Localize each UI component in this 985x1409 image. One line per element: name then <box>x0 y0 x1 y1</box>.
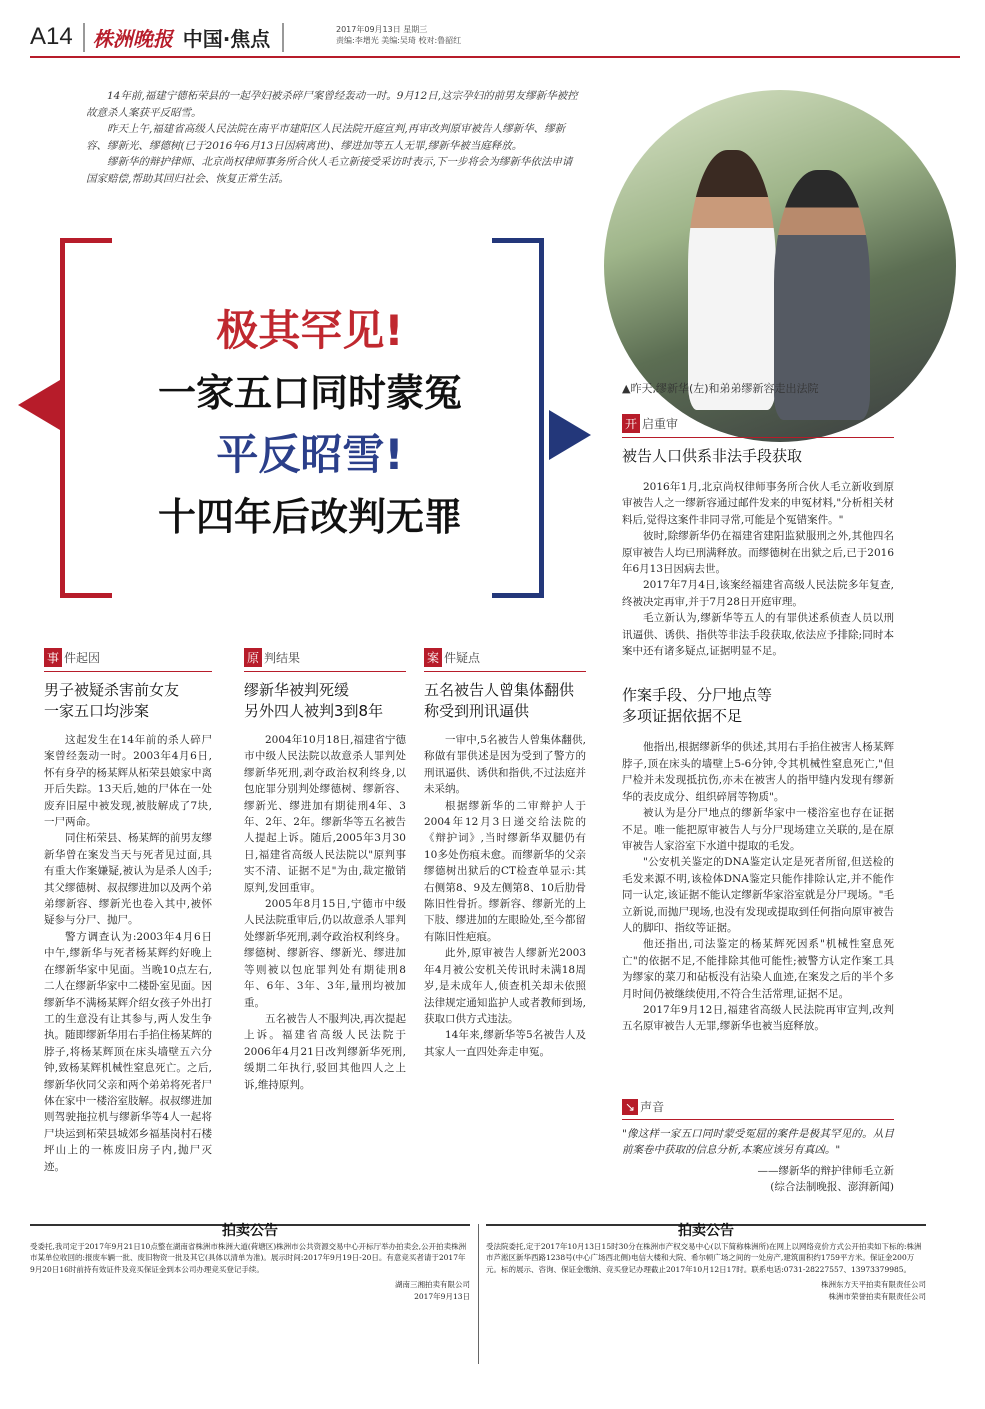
newspaper-logo: 株洲晚报 <box>83 23 173 52</box>
voice-source: (综合法制晚报、澎湃新闻) <box>770 1181 894 1194</box>
body-paragraph: "公安机关鉴定的DNA鉴定认定是死者所留,但送检的毛发来源不明,该检体DNA鉴定只能作排除认定,并不能作同一认定,该证据不能认定缪新华家浴室就是分尸现场。"毛立新说,而抛尸现场,也没有发现或提取到任何指向原审被告人的脚印、指纹等证据。 <box>622 856 894 934</box>
lead-paragraph <box>86 88 582 187</box>
blue-arrow-shape <box>549 410 591 460</box>
body-paragraph: 根据缪新华的二审辩护人于2004年12月3日递交给法院的《辩护词》,当时缪新华双腿仍有10多处伤痕未愈。而缪新华的父亲缪德树出狱后的CT检查单显示:其右侧第8、9及左侧第8、10后肋骨陈旧性骨折。缪新容、缪新光的上下肢、缪进加的左眼睑处,至今都留有陈旧性疤痕。 <box>424 799 586 943</box>
column-headline: 作案手段、分尸地点等 多项证据依据不足 <box>622 686 773 726</box>
column-headline: 被告人口供系非法手段获取 <box>622 447 803 465</box>
auction-text: 受法院委托,定于2017年10月13日15时30分在株洲市产权交易中心(以下简称株洲所)在网上以网络竞价方式公开拍卖如下标的:株洲市芦淞区新华西路1238号(中心广场西北侧)电信大楼和大院、希尔顿广场之间的一处房产,建筑面积约1759平方米。保证金200万元。标的展示、咨询、保证金缴纳、竞买登记办理截止2017年10月12日17时。联系电话:0731-28227557、13973379985。 <box>486 1241 922 1274</box>
body-paragraph: 警方调查认为:2003年4月6日中午,缪新华与死者杨某辉约好晚上在缪新华家中见面。当晚10点左右,二人在缪新华家中二楼卧室见面。因缪新华不满杨某辉介绍女孩子外出打工的生意没有让其参与,两人发生争执。随即缪新华用右手掐住杨某辉的脖子,将杨某辉顶在床头墙壁五六分钟,致杨某辉机械性窒息死亡。之后,缪新华伙同父亲和两个弟弟将死者尸体在家中一楼浴室肢解。叔叔缪进加则驾驶拖拉机与缪新华等4人一起将尸块运到柘荣县城郊乡福基岗村石楼坪山上的一栋废旧房子内,抛尸灭迹。 <box>44 930 212 1173</box>
auction-notice-1 <box>30 1224 470 1302</box>
red-arrow-shape <box>18 380 60 430</box>
headline-line3: 平反昭雪! <box>216 430 404 479</box>
voice-box <box>622 1098 894 1196</box>
article-column-1 <box>44 648 212 1175</box>
body-paragraph: 2016年1月,北京尚权律师事务所合伙人毛立新收到原审被告人之一缪新容通过邮件发来的申冤材料,"分析相关材料后,觉得这案件非同寻常,可能是个冤错案件。" <box>622 481 894 526</box>
section-title: 中国·焦点 <box>183 23 285 52</box>
section-tag: 案 件疑点 <box>424 648 586 667</box>
voice-quote: "像这样一家五口同时蒙受冤屈的案件是极其罕见的。从目前案卷中获取的信息分析,本案应该另有真凶。" <box>622 1128 894 1157</box>
masthead-meta <box>336 24 461 46</box>
header-rule <box>30 56 960 58</box>
lead-p1: 14年前,福建宁德柘荣县的一起孕妇被杀碎尸案曾经轰动一时。9月12日,这宗孕妇的前男友缪新华被控故意杀人案获平反昭雪。 <box>86 90 578 119</box>
section-tag: 开 启重审 <box>622 414 894 433</box>
body-paragraph: 同住柘荣县、杨某辉的前男友缪新华曾在案发当天与死者见过面,具有重大作案嫌疑,被认为是杀人凶手;其父缪德树、叔叔缪进加以及两个弟弟缪新容、缪新光也卷入其中,被怀疑参与分尸、抛尸。 <box>44 832 212 927</box>
article-column-2 <box>244 648 406 1093</box>
auction-title: 拍卖公告 <box>678 1223 734 1239</box>
body-paragraph: 2004年10月18日,福建省宁德市中级人民法院以故意杀人罪判处缪新华死刑,剥夺政治权利终身,以包庇罪分别判处缪德树、缪新容、缪新光、缪进加有期徒刑4年、3年、2年、2年。缪新华等五名被告人提起上诉。随后,2005年3月30日,福建省高级人民法院以"原判事实不清、证据不足"为由,裁定撤销原判,发回重审。 <box>244 734 406 894</box>
voice-attribution: ——缪新华的辩护律师毛立新 <box>757 1164 894 1177</box>
body-paragraph: 2005年8月15日,宁德市中级人民法院重审后,仍以故意杀人罪判处缪新华死刑,剥夺政治权利终身。缪德树、缪新容、缪新光、缪进加等则被以包庇罪判处有期徒刑8年、6年、3年、3年,量刑均被加重。 <box>244 898 406 1009</box>
masthead <box>30 20 284 54</box>
headline-line1: 极其罕见! <box>216 306 404 355</box>
body-paragraph: 2017年7月4日,该案经福建省高级人民法院多年复查,终被决定再审,并于7月28日开庭审理。 <box>622 579 894 608</box>
voice-tag: ↘ 声音 <box>622 1098 894 1115</box>
column-headline: 缪新华被判死缓 另外四人被判3到8年 <box>244 681 384 720</box>
column-headline: 五名被告人曾集体翻供 称受到刑讯逼供 <box>424 681 575 720</box>
photo-caption: ▲昨天,缪新华(左)和弟弟缪新容走出法院 <box>622 382 819 395</box>
auction-text: 受委托,我司定于2017年9月21日10点整在湖南省株洲市株洲大道(荷塘区)株洲市公共资源交易中心开标厅举办拍卖会,公开拍卖株洲市某单位收回的:报废车辆一批、废旧物资一批及其它(具体以清单为准)。展示时间:2017年9月19日-20日。有意竞买者请于2017年9月20日16时前持有效证件及竞买保证金到本公司办理竞买登记手续。 <box>30 1241 467 1274</box>
auction-title: 拍卖公告 <box>222 1223 278 1239</box>
auction-issuer: 株洲东方天平拍卖有限责任公司 株洲市荣誉拍卖有限责任公司 <box>821 1280 926 1301</box>
article-column-3 <box>424 648 586 1060</box>
column-headline: 男子被疑杀害前女友 一家五口均涉案 <box>44 681 180 720</box>
body-paragraph: 彼时,除缪新华仍在福建省建阳监狱服刑之外,其他四名原审被告人均已刑满释放。而缪德树在出狱之后,已于2016年6月13日因病去世。 <box>622 530 894 576</box>
body-paragraph: 一审中,5名被告人曾集体翻供,称做有罪供述是因为受到了警方的刑讯逼供、诱供和指供,不过法庭并未采纳。 <box>424 734 586 796</box>
issue-date: 2017年09月13日 星期三 <box>336 25 428 34</box>
main-headline <box>80 300 540 548</box>
body-paragraph: 此外,原审被告人缪新光2003年4月被公安机关传讯时未满18周岁,是未成年人,侦查机关却未依照法律规定通知监护人或者教师到场,获取口供方式违法。 <box>424 947 586 1025</box>
section-tag: 原 判结果 <box>244 648 406 667</box>
column-divider <box>478 1224 479 1364</box>
body-paragraph: 被认为是分尸地点的缪新华家中一楼浴室也存在证据不足。唯一能把原审被告人与分尸现场建立关联的,是在原审被告人家浴室下水道中提取的毛发。 <box>622 807 894 852</box>
lead-p3: 缪新华的辩护律师、北京尚权律师事务所合伙人毛立新接受采访时表示,下一步将会为缪新华依法申请国家赔偿,帮助其回归社会、恢复正常生活。 <box>86 156 573 185</box>
editors-credit: 责编:李增光 美编:吴琦 校对:鲁韶红 <box>336 36 462 45</box>
headline-line2: 一家五口同时蒙冤 <box>157 371 462 415</box>
lead-p2: 昨天上午,福建省高级人民法院在南平市建阳区人民法院开庭宣判,再审改判原审被告人缪新华、缪新容、缪新光、缪德树(已于2016年6月13日因病离世)、缪进加等五人无罪,缪新华被当庭释放。 <box>86 123 566 152</box>
headline-line4: 十四年后改判无罪 <box>157 495 462 539</box>
voice-icon: ↘ <box>622 1099 638 1115</box>
body-paragraph: 他还指出,司法鉴定的杨某辉死因系"机械性窒息死亡"的依据不足,不能排除其他可能性;被警方认定作案工具为缪家的菜刀和砧板没有沾染人血迹,在案发之后的半个多月时间仍被继续使用,不符合生活常理,证据不足。 <box>622 938 894 1000</box>
body-paragraph: 2017年9月12日,福建省高级人民法院再审宣判,改判五名原审被告人无罪,缪新华也被当庭释放。 <box>622 1003 894 1033</box>
page-number: A14 <box>30 23 73 50</box>
body-paragraph: 他指出,根据缪新华的供述,其用右手掐住被害人杨某辉脖子,顶在床头的墙壁上5-6分钟,令其机械性窒息死亡,"但尸检并未发现抵抗伤,亦未在被害人的指甲缝内发现有缪新华的表皮成分、组织碎屑等物质"。 <box>622 741 894 803</box>
body-paragraph: 这起发生在14年前的杀人碎尸案曾经轰动一时。2003年4月6日,怀有身孕的杨某辉从柘荣县娘家中离开后失踪。13天后,她的尸体在一处废弃旧屋中被发现,被肢解成了7块,一尸两命。 <box>44 734 212 829</box>
body-paragraph: 毛立新认为,缪新华等五人的有罪供述系侦查人员以刑讯逼供、诱供、指供等非法手段获取,依法应予排除;同时本案中还有诸多疑点,证据明显不足。 <box>622 612 894 658</box>
auction-issuer: 湖南三湘拍卖有限公司 2017年9月13日 <box>395 1280 470 1301</box>
article-column-4 <box>622 414 894 1035</box>
body-paragraph: 14年来,缪新华等5名被告人及其家人一直四处奔走申冤。 <box>424 1029 586 1058</box>
body-paragraph: 五名被告人不服判决,再次提起上诉。福建省高级人民法院于2006年4月21日改判缪新华死刑,缓期二年执行,驳回其他四人之上诉,维持原判。 <box>244 1012 406 1091</box>
auction-notice-2 <box>486 1224 926 1302</box>
section-tag: 事 件起因 <box>44 648 212 667</box>
